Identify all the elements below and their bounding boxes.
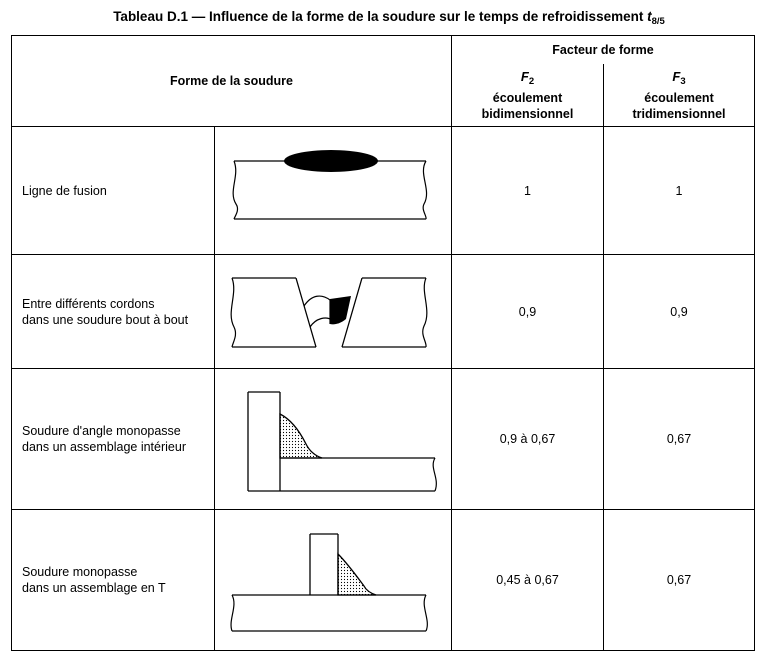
column-header-f2 (452, 66, 603, 124)
column-header-form (12, 36, 451, 126)
f2-value-fusion-line: 1 (524, 183, 531, 198)
f2-value-butt-weld: 0,9 (518, 304, 537, 319)
f3-value-fusion-line: 1 (675, 183, 683, 198)
table-caption (0, 9, 778, 27)
f3-line2: tridimensionnel (632, 106, 726, 121)
butt-weld-sketch (226, 272, 436, 354)
f3-value-t-joint: 0,67 (666, 573, 692, 587)
f2-line2: bidimensionnel (481, 106, 574, 121)
table-frame (11, 35, 755, 651)
caption-symbol: t (647, 9, 652, 24)
f2-line1: écoulement (492, 90, 563, 105)
f2-symbol: F (520, 68, 529, 84)
t-joint-sketch (226, 524, 441, 639)
row-label-fusion-line: Ligne de fusion (22, 183, 107, 198)
caption-subscript: 8/5 (651, 16, 665, 27)
f2-subscript: 2 (528, 75, 535, 87)
f2-value-corner-fillet: 0,9 à 0,67 (499, 432, 556, 446)
row-label-corner-fillet: Soudure d'angle monopasse dans un assemblage intérieur (22, 424, 186, 454)
f3-subscript: 3 (680, 75, 686, 87)
column-header-form-label: Forme de la soudure (170, 74, 293, 88)
f2-value-t-joint: 0,45 à 0,67 (496, 573, 559, 587)
f3-line1: écoulement (644, 90, 714, 105)
caption-text: Tableau D.1 — Influence de la forme de la soudure sur le temps de refroidissement (113, 9, 648, 24)
f3-symbol: F (672, 68, 681, 84)
f3-value-butt-weld: 0,9 (670, 304, 688, 319)
grid-line (214, 126, 215, 650)
row-label-t-joint: Soudure monopasse dans un assemblage en T (22, 565, 166, 595)
column-header-f3 (604, 66, 754, 124)
corner-fillet-sketch (240, 386, 450, 496)
f3-value-corner-fillet: 0,67 (666, 432, 692, 446)
column-header-factor-label: Facteur de forme (552, 43, 654, 57)
fusion-line-sketch (226, 146, 436, 241)
column-header-factor (452, 36, 754, 64)
row-label-butt-weld: Entre différents cordons dans une soudure bout à bout (22, 296, 189, 327)
